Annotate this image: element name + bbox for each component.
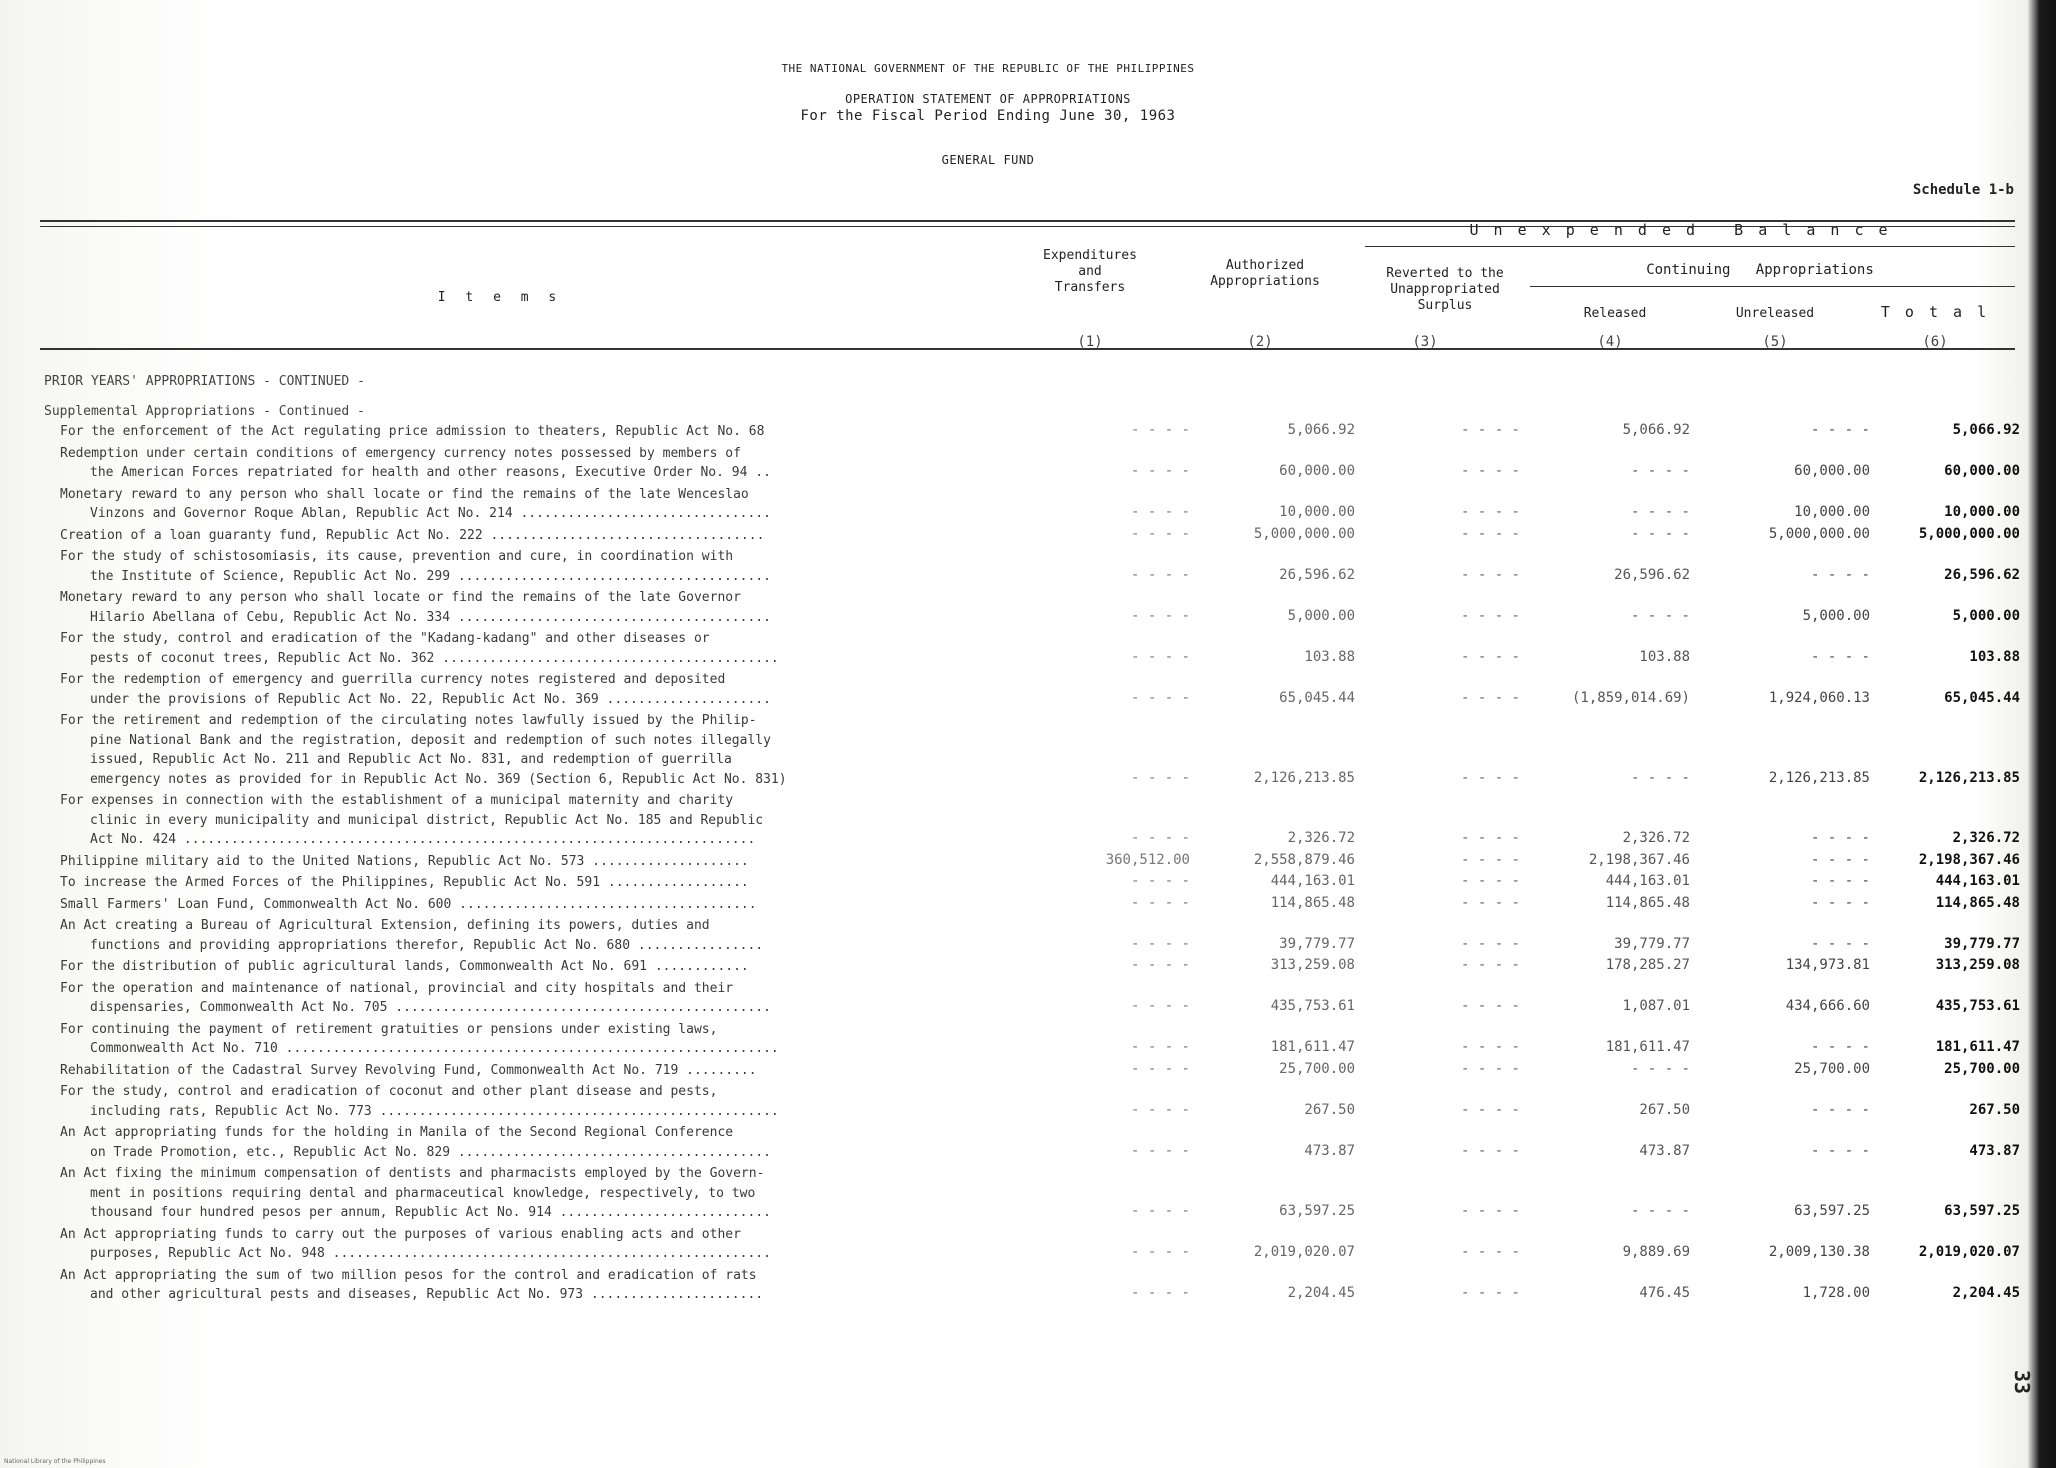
row-value-c1: - - - - <box>1130 566 1190 583</box>
row-value-c5: - - - - <box>1810 1039 1870 1055</box>
row-description-line: ment in positions requiring dental and pharmaceutical knowledge, respectively, to two <box>90 1185 756 1201</box>
government-title: THE NATIONAL GOVERNMENT OF THE REPUBLIC OF THE PHILIPPINES <box>781 62 1195 75</box>
row-value-c1: - - - - <box>1130 422 1190 438</box>
row-value-c6: 39,779.77 <box>1944 935 2020 952</box>
row-value-c6: 63,597.25 <box>1944 1203 2020 1219</box>
row-value-c1: - - - - <box>1130 957 1190 973</box>
row-value-c1: - - - - <box>1130 998 1190 1014</box>
row-value-c2: 181,611.47 <box>1270 1039 1355 1055</box>
row-value-c3: - - - - <box>1460 1203 1520 1219</box>
row-value-c3: - - - - <box>1460 873 1520 889</box>
row-description-line: under the provisions of Republic Act No. 22, Republic Act No. 369 ..................... <box>90 691 771 707</box>
row-value-c3: - - - - <box>1460 648 1520 665</box>
row-description-line: For the redemption of emergency and guerrilla currency notes registered and deposited <box>60 672 726 687</box>
row-value-c5: - - - - <box>1810 894 1870 911</box>
row-description-line: pests of coconut trees, Republic Act No. 362 ........................................... <box>90 650 779 666</box>
row-value-c6: 114,865.48 <box>1935 894 2020 911</box>
row-value-c1: - - - - <box>1130 1244 1190 1260</box>
row-description-line: An Act fixing the minimum compensation of dentists and pharmacists employed by the Govern- <box>60 1166 765 1181</box>
row-value-c1: - - - - <box>1130 648 1190 665</box>
row-description-line: Creation of a loan guaranty fund, Republic Act No. 222 ................................... <box>60 527 765 543</box>
row-value-c6: 444,163.01 <box>1935 873 2020 889</box>
row-description <box>60 957 1010 977</box>
row-description-line: functions and providing appropriations therefor, Republic Act No. 680 ................ <box>90 937 764 953</box>
row-value-c5: - - - - <box>1810 1142 1870 1159</box>
row-description-line: An Act appropriating funds for the holding in Manila of the Second Regional Conference <box>60 1125 734 1140</box>
row-value-c6: 435,753.61 <box>1935 998 2020 1014</box>
row-value-c6: 2,126,213.85 <box>1918 769 2020 786</box>
row-value-c5: 63,597.25 <box>1794 1203 1870 1219</box>
row-description <box>60 670 1010 709</box>
row-value-c1: - - - - <box>1130 1203 1190 1219</box>
row-description <box>60 526 1010 546</box>
header-col5: Unreleased <box>1735 306 1815 321</box>
row-value-c3: - - - - <box>1460 957 1520 973</box>
row-value-c6: 2,326.72 <box>1952 830 2020 846</box>
row-value-c2: 2,019,020.07 <box>1253 1244 1355 1260</box>
row-value-c3: - - - - <box>1460 894 1520 911</box>
row-value-c6: 25,700.00 <box>1944 1060 2020 1077</box>
row-value-c4: - - - - <box>1630 607 1690 624</box>
row-description-line: Act No. 424 ......................................................................... <box>90 832 756 847</box>
row-description-line: For the study of schistosomiasis, its cause, prevention and cure, in coordination with <box>60 549 734 564</box>
row-value-c1: - - - - <box>1130 1142 1190 1159</box>
row-value-c3: - - - - <box>1460 422 1520 438</box>
row-value-c4: 267.50 <box>1639 1101 1690 1118</box>
row-value-c4: - - - - <box>1630 504 1690 520</box>
row-value-c2: 63,597.25 <box>1279 1203 1355 1219</box>
row-value-c6: 2,019,020.07 <box>1918 1244 2020 1260</box>
row-value-c3: - - - - <box>1460 504 1520 520</box>
row-value-c3: - - - - <box>1460 1142 1520 1159</box>
row-value-c1: - - - - <box>1130 1285 1190 1301</box>
row-value-c3: - - - - <box>1460 463 1520 479</box>
row-description-line: For the study, control and eradication of the "Kadang-kadang" and other diseases or <box>60 631 710 646</box>
row-value-c2: 10,000.00 <box>1279 504 1355 520</box>
row-value-c4: 103.88 <box>1639 648 1690 665</box>
row-value-c5: - - - - <box>1810 830 1870 846</box>
row-value-c2: 5,066.92 <box>1287 422 1355 438</box>
row-description <box>60 1123 1010 1162</box>
row-description-line: clinic in every municipality and municipal district, Republic Act No. 185 and Republic <box>90 812 764 828</box>
row-value-c3: - - - - <box>1460 830 1520 846</box>
row-description-line: Philippine military aid to the United Nations, Republic Act No. 573 .................... <box>60 853 749 869</box>
row-value-c2: 2,326.72 <box>1287 830 1355 846</box>
row-value-c4: 9,889.69 <box>1622 1244 1690 1260</box>
row-description-line: purposes, Republic Act No. 948 ........................................................ <box>90 1246 771 1261</box>
row-description-line: For the study, control and eradication of coconut and other plant disease and pests, <box>60 1084 718 1099</box>
row-value-c5: 1,924,060.13 <box>1768 689 1870 706</box>
row-description-line: For the enforcement of the Act regulating price admission to theaters, Republic Act No. 68 <box>60 424 765 439</box>
row-description-line: For the distribution of public agricultural lands, Commonwealth Act No. 691 ............ <box>60 959 749 974</box>
row-description <box>60 1225 1010 1264</box>
row-value-c5: 2,126,213.85 <box>1768 769 1870 786</box>
row-value-c1: - - - - <box>1130 894 1190 911</box>
header-continuing: Continuing Appropriations <box>1646 262 1874 278</box>
row-value-c5: 60,000.00 <box>1794 463 1870 479</box>
row-value-c4: 476.45 <box>1639 1285 1690 1301</box>
row-description <box>60 873 1010 893</box>
row-value-c2: 2,558,879.46 <box>1253 851 1355 868</box>
row-description <box>60 629 1010 668</box>
row-value-c4: 473.87 <box>1639 1142 1690 1159</box>
colnum-2: (2) <box>1247 334 1273 350</box>
row-description <box>60 895 1010 915</box>
row-value-c4: 5,066.92 <box>1622 422 1690 438</box>
row-description-line: An Act creating a Bureau of Agricultural Extension, defining its powers, duties and <box>60 918 710 933</box>
row-value-c3: - - - - <box>1460 1244 1520 1260</box>
row-value-c2: 114,865.48 <box>1270 894 1355 911</box>
row-value-c6: 26,596.62 <box>1944 566 2020 583</box>
subsection-title: Supplemental Appropriations - Continued - <box>44 404 365 419</box>
row-description <box>60 588 1010 627</box>
row-value-c2: 5,000.00 <box>1287 607 1355 624</box>
row-value-c4: - - - - <box>1630 525 1690 542</box>
colnum-5: (5) <box>1762 334 1788 350</box>
row-value-c1: - - - - <box>1130 607 1190 624</box>
row-value-c2: 473.87 <box>1304 1142 1355 1159</box>
header-unexpended: U n e x p e n d e d B a l a n c e <box>1469 221 1891 239</box>
row-description-line: on Trade Promotion, etc., Republic Act No. 829 ........................................ <box>90 1144 771 1160</box>
row-value-c3: - - - - <box>1460 607 1520 624</box>
row-description-line: An Act appropriating the sum of two million pesos for the control and eradication of rats <box>60 1267 757 1283</box>
row-value-c4: 444,163.01 <box>1605 873 1690 889</box>
row-value-c6: 5,066.92 <box>1952 422 2020 438</box>
row-value-c6: 2,204.45 <box>1952 1285 2020 1301</box>
row-description-line: including rats, Republic Act No. 773 ................................................... <box>90 1103 779 1119</box>
row-value-c2: 2,204.45 <box>1287 1285 1355 1301</box>
row-value-c2: 60,000.00 <box>1279 463 1355 479</box>
row-value-c1: - - - - <box>1130 1101 1190 1118</box>
row-value-c5: - - - - <box>1810 935 1870 952</box>
row-value-c1: - - - - <box>1130 463 1190 479</box>
row-value-c5: 2,009,130.38 <box>1768 1244 1870 1260</box>
row-description-line: Small Farmers' Loan Fund, Commonwealth Act No. 600 ...................................... <box>60 896 757 912</box>
row-value-c2: 103.88 <box>1304 648 1355 665</box>
row-value-c1: - - - - <box>1130 1060 1190 1077</box>
row-value-c5: 134,973.81 <box>1785 957 1870 973</box>
row-description-line: emergency notes as provided for in Republic Act No. 369 (Section 6, Republic Act No. 831) <box>90 771 787 787</box>
row-description <box>60 711 1010 789</box>
row-value-c2: 25,700.00 <box>1279 1060 1355 1077</box>
row-description-line: Vinzons and Governor Roque Ablan, Republic Act No. 214 ................................ <box>90 506 771 521</box>
row-value-c4: 1,087.01 <box>1622 998 1690 1014</box>
row-description <box>60 1020 1010 1059</box>
row-description-line: Commonwealth Act No. 710 ............................................................... <box>90 1041 779 1056</box>
row-value-c1: - - - - <box>1130 830 1190 846</box>
row-description-line: Rehabilitation of the Cadastral Survey Revolving Fund, Commonwealth Act No. 719 ......... <box>60 1062 757 1078</box>
row-value-c1: 360,512.00 <box>1105 851 1190 868</box>
row-value-c3: - - - - <box>1460 1039 1520 1055</box>
row-description-line: issued, Republic Act No. 211 and Republic Act No. 831, and redemption of guerrilla <box>90 752 732 767</box>
row-description-line: dispensaries, Commonwealth Act No. 705 ................................................ <box>90 1000 771 1015</box>
row-value-c5: - - - - <box>1810 1101 1870 1118</box>
row-description-line: For expenses in connection with the establishment of a municipal maternity and charity <box>60 793 734 808</box>
row-value-c1: - - - - <box>1130 525 1190 542</box>
row-value-c2: 26,596.62 <box>1279 566 1355 583</box>
row-description <box>60 1164 1010 1223</box>
row-value-c5: 10,000.00 <box>1794 504 1870 520</box>
header-rule-bottom <box>40 348 2015 350</box>
row-value-c6: 10,000.00 <box>1944 504 2020 520</box>
row-value-c3: - - - - <box>1460 1060 1520 1077</box>
row-value-c3: - - - - <box>1460 935 1520 952</box>
row-value-c6: 60,000.00 <box>1944 463 2020 479</box>
row-value-c5: - - - - <box>1810 648 1870 665</box>
section-title: PRIOR YEARS' APPROPRIATIONS - CONTINUED - <box>44 374 365 389</box>
row-value-c3: - - - - <box>1460 1101 1520 1118</box>
row-description-line: thousand four hundred pesos per annum, Republic Act No. 914 ........................... <box>90 1205 771 1220</box>
colnum-1: (1) <box>1077 334 1103 350</box>
row-value-c4: 2,326.72 <box>1622 830 1690 846</box>
header-col2: Authorized Appropriations <box>1210 258 1320 289</box>
row-description <box>60 1082 1010 1121</box>
row-description-line: Monetary reward to any person who shall locate or find the remains of the late Governor <box>60 590 741 605</box>
row-value-c3: - - - - <box>1460 689 1520 706</box>
row-value-c4: - - - - <box>1630 1060 1690 1077</box>
row-value-c5: 1,728.00 <box>1802 1285 1870 1301</box>
row-value-c5: - - - - <box>1810 873 1870 889</box>
row-value-c4: 114,865.48 <box>1605 894 1690 911</box>
row-value-c4: - - - - <box>1630 769 1690 786</box>
row-value-c3: - - - - <box>1460 525 1520 542</box>
statement-title: OPERATION STATEMENT OF APPROPRIATIONS <box>845 92 1131 106</box>
schedule-label: Schedule 1-b <box>1912 182 2014 198</box>
row-description <box>60 444 1010 483</box>
row-value-c5: 434,666.60 <box>1785 998 1870 1014</box>
row-value-c2: 5,000,000.00 <box>1253 525 1355 542</box>
colnum-4: (4) <box>1597 334 1623 350</box>
row-value-c5: 5,000,000.00 <box>1768 525 1870 542</box>
row-description-line: and other agricultural pests and diseases, Republic Act No. 973 ...................... <box>90 1287 764 1302</box>
row-value-c6: 5,000.00 <box>1952 607 2020 624</box>
row-value-c3: - - - - <box>1460 769 1520 786</box>
row-value-c4: 2,198,367.46 <box>1588 851 1690 868</box>
row-description <box>60 1061 1010 1081</box>
row-value-c1: - - - - <box>1130 504 1190 520</box>
row-value-c2: 267.50 <box>1304 1101 1355 1118</box>
row-value-c6: 103.88 <box>1969 648 2020 665</box>
row-description <box>60 791 1010 850</box>
row-value-c6: 5,000,000.00 <box>1918 525 2020 542</box>
row-description-line: the American Forces repatriated for health and other reasons, Executive Order No. 94 .. <box>90 465 771 480</box>
row-description <box>60 547 1010 586</box>
row-description <box>60 422 1010 442</box>
row-value-c2: 2,126,213.85 <box>1253 769 1355 786</box>
row-description-line: For the retirement and redemption of the circulating notes lawfully issued by the Philip- <box>60 713 757 728</box>
row-description-line: An Act appropriating funds to carry out the purposes of various enabling acts and other <box>60 1226 741 1242</box>
row-value-c4: 26,596.62 <box>1614 566 1690 583</box>
row-description <box>60 979 1010 1018</box>
row-value-c4: 39,779.77 <box>1614 935 1690 952</box>
row-value-c6: 267.50 <box>1969 1101 2020 1118</box>
footer-credit: National Library of the Philippines <box>4 1458 106 1465</box>
row-value-c4: (1,859,014.69) <box>1571 689 1690 706</box>
row-value-c4: 178,285.27 <box>1605 957 1690 973</box>
row-value-c6: 65,045.44 <box>1944 689 2020 706</box>
row-value-c2: 39,779.77 <box>1279 935 1355 952</box>
row-value-c5: 5,000.00 <box>1802 607 1870 624</box>
colnum-6: (6) <box>1922 334 1948 350</box>
row-description-line: Monetary reward to any person who shall locate or find the remains of the late Wenceslao <box>60 486 749 502</box>
row-description-line: For continuing the payment of retirement gratuities or pensions under existing laws, <box>60 1021 718 1037</box>
row-value-c3: - - - - <box>1460 998 1520 1014</box>
row-value-c5: - - - - <box>1810 422 1870 438</box>
row-description <box>60 485 1010 524</box>
page-number: 33 <box>2009 1369 2034 1395</box>
row-value-c3: - - - - <box>1460 851 1520 868</box>
row-value-c1: - - - - <box>1130 935 1190 952</box>
header-col4: Released <box>1583 306 1647 321</box>
row-value-c2: 65,045.44 <box>1279 689 1355 706</box>
row-value-c4: 181,611.47 <box>1605 1039 1690 1055</box>
row-description-line: Redemption under certain conditions of emergency currency notes possessed by members of <box>60 445 741 461</box>
fund-title: GENERAL FUND <box>941 153 1035 167</box>
header-items: I t e m s <box>437 290 563 305</box>
row-value-c2: 435,753.61 <box>1270 998 1355 1014</box>
fiscal-period: For the Fiscal Period Ending June 30, 1963 <box>800 108 1176 124</box>
row-value-c6: 473.87 <box>1969 1142 2020 1159</box>
header-col6: T o t a l <box>1880 303 1990 321</box>
row-value-c6: 2,198,367.46 <box>1918 851 2020 868</box>
row-value-c5: - - - - <box>1810 851 1870 868</box>
row-description-line: Hilario Abellana of Cebu, Republic Act No. 334 ........................................ <box>90 609 771 625</box>
row-description-line: To increase the Armed Forces of the Philippines, Republic Act No. 591 .................. <box>60 875 749 890</box>
row-value-c3: - - - - <box>1460 566 1520 583</box>
row-description-line: pine National Bank and the registration, deposit and redemption of such notes illegally <box>90 732 771 748</box>
row-description-line: For the operation and maintenance of national, provincial and city hospitals and their <box>60 980 734 996</box>
row-value-c1: - - - - <box>1130 1039 1190 1055</box>
row-value-c2: 313,259.08 <box>1270 957 1355 973</box>
row-value-c1: - - - - <box>1130 769 1190 786</box>
row-value-c1: - - - - <box>1130 689 1190 706</box>
row-value-c5: - - - - <box>1810 566 1870 583</box>
row-description <box>60 916 1010 955</box>
row-description <box>60 1266 1010 1305</box>
row-value-c6: 181,611.47 <box>1935 1039 2020 1055</box>
header-col1: Expenditures and Transfers <box>1043 248 1137 295</box>
row-description-line: the Institute of Science, Republic Act No. 299 ........................................ <box>90 568 771 584</box>
row-value-c5: 25,700.00 <box>1794 1060 1870 1077</box>
row-value-c2: 444,163.01 <box>1270 873 1355 889</box>
row-value-c6: 313,259.08 <box>1935 957 2020 973</box>
row-value-c4: - - - - <box>1630 1203 1690 1219</box>
row-description <box>60 852 1010 872</box>
row-value-c3: - - - - <box>1460 1285 1520 1301</box>
row-value-c4: - - - - <box>1630 463 1690 479</box>
colnum-3: (3) <box>1412 334 1438 350</box>
header-col3: Reverted to the Unappropriated Surplus <box>1386 266 1504 313</box>
row-value-c1: - - - - <box>1130 873 1190 889</box>
